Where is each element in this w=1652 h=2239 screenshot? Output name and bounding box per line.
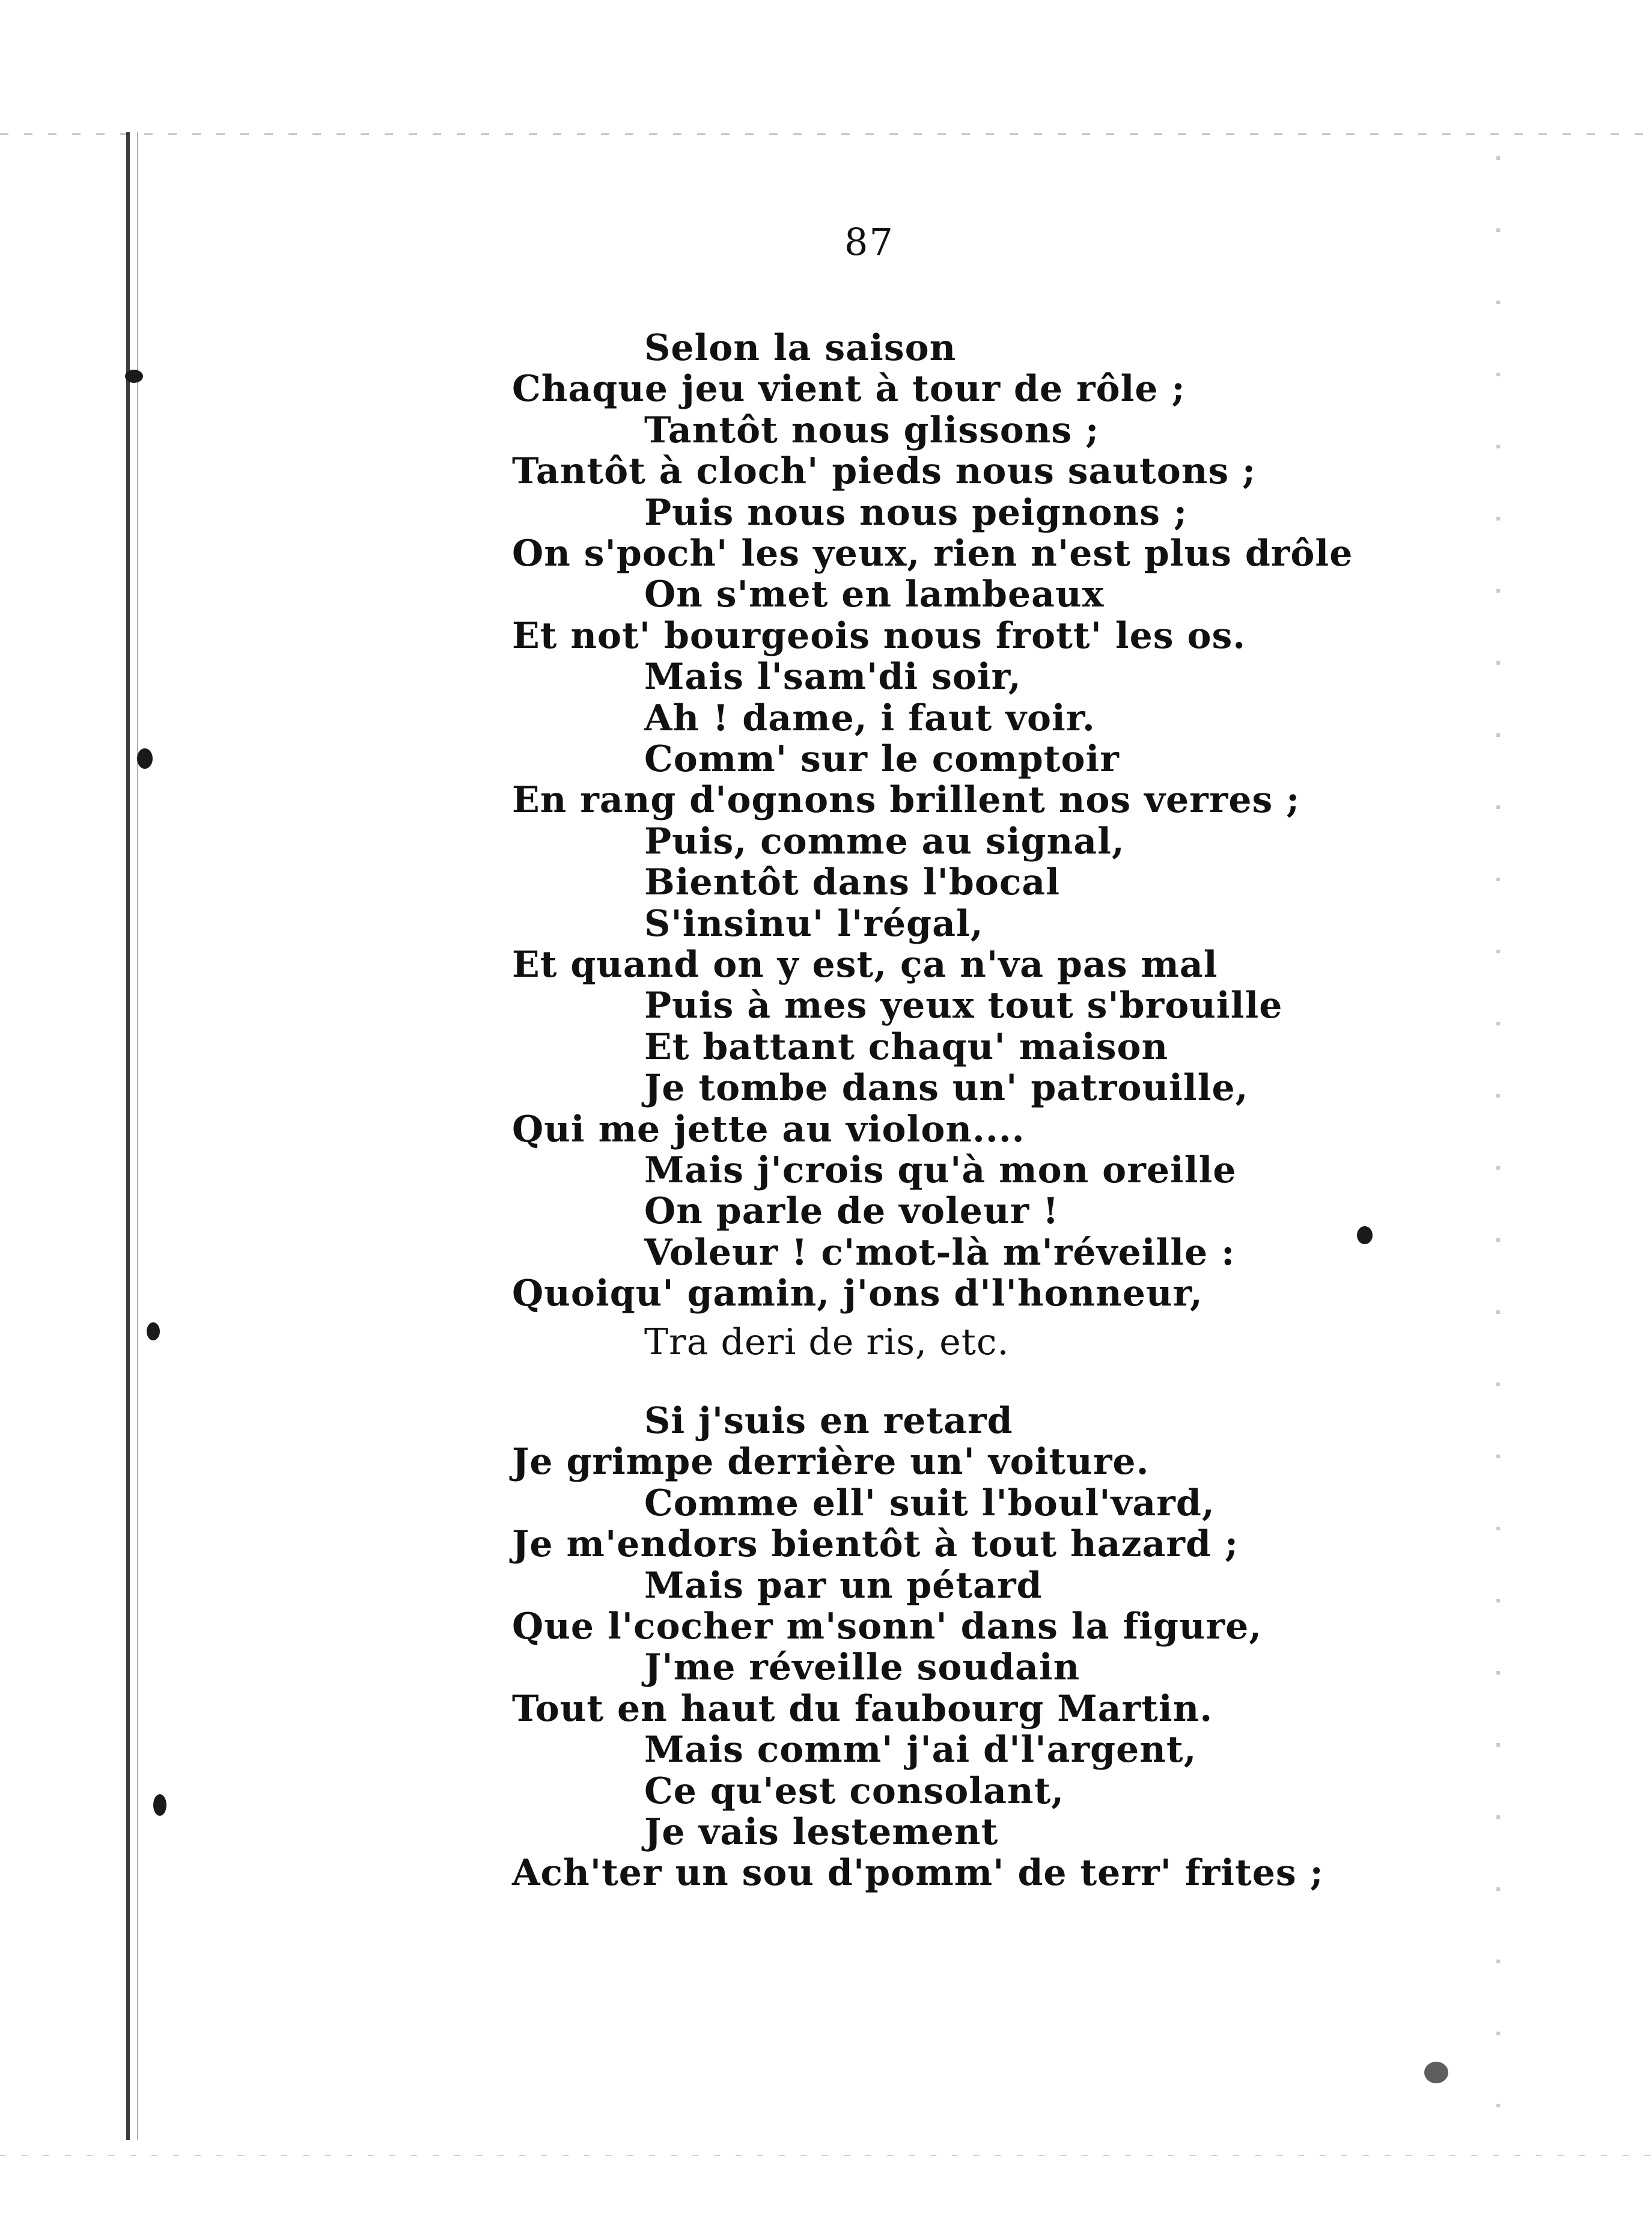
- ink-blot: [125, 370, 143, 383]
- verse-line: Tantôt à cloch' pieds nous sautons ;: [512, 450, 1257, 492]
- ink-blot: [1424, 2062, 1448, 2083]
- page-number: 87: [844, 220, 894, 264]
- verse-line: Comme ell' suit l'boul'vard,: [644, 1482, 1215, 1524]
- scan-specks-right: [1496, 156, 1500, 2140]
- verse-line: Si j'suis en retard: [644, 1400, 1013, 1442]
- verse-line: Et quand on y est, ça n'va pas mal: [512, 944, 1218, 986]
- ink-blot: [153, 1794, 166, 1816]
- verse-line: Quoiqu' gamin, j'ons d'l'honneur,: [512, 1272, 1203, 1315]
- verse-line: Puis nous nous peignons ;: [644, 492, 1188, 534]
- verse-line: Mais comm' j'ai d'l'argent,: [644, 1729, 1197, 1771]
- verse-line: Mais par un pétard: [644, 1565, 1043, 1607]
- verse-line: Je m'endors bientôt à tout hazard ;: [512, 1523, 1239, 1565]
- verse-line: Voleur ! c'mot-là m'réveille :: [644, 1232, 1236, 1274]
- scan-edge-top: [0, 133, 1652, 135]
- verse-line: On parle de voleur !: [644, 1190, 1059, 1232]
- verse-line: Et battant chaqu' maison: [644, 1026, 1169, 1068]
- verse-line: Je vais lestement: [644, 1811, 999, 1853]
- verse-line: Je tombe dans un' patrouille,: [644, 1067, 1249, 1109]
- verse-line: Tout en haut du faubourg Martin.: [512, 1688, 1213, 1730]
- ink-blot: [147, 1322, 160, 1340]
- verse-line: Mais j'crois qu'à mon oreille: [644, 1149, 1237, 1191]
- verse-line: On s'met en lambeaux: [644, 573, 1105, 615]
- ink-blot: [137, 748, 153, 769]
- verse-line: J'me réveille soudain: [644, 1646, 1081, 1688]
- verse-line: On s'poch' les yeux, rien n'est plus drôle: [512, 533, 1353, 575]
- verse-line: S'insinu' l'régal,: [644, 903, 984, 945]
- verse-line: Ah ! dame, i faut voir.: [644, 697, 1096, 739]
- verse-line: Selon la saison: [644, 327, 957, 369]
- verse-line: Chaque jeu vient à tour de rôle ;: [512, 368, 1186, 410]
- verse-line: Que l'cocher m'sonn' dans la figure,: [512, 1605, 1263, 1648]
- verse-line: Tra deri de ris, etc.: [644, 1321, 1010, 1363]
- scan-edge-bottom: [0, 2155, 1652, 2156]
- verse-line: Qui me jette au violon....: [512, 1108, 1025, 1150]
- ink-blot: [1357, 1226, 1373, 1244]
- verse-line: Je grimpe derrière un' voiture.: [512, 1441, 1150, 1483]
- binding-edge: [126, 132, 130, 2140]
- verse-line: Comm' sur le comptoir: [644, 738, 1120, 780]
- binding-edge-shadow: [137, 132, 138, 2140]
- verse-line: Tantôt nous glissons ;: [644, 409, 1100, 451]
- verse-line: Puis, comme au signal,: [644, 820, 1125, 863]
- verse-line: En rang d'ognons brillent nos verres ;: [512, 779, 1300, 821]
- verse-line: Puis à mes yeux tout s'brouille: [644, 985, 1283, 1027]
- verse-line: Ach'ter un sou d'pomm' de terr' frites ;: [512, 1852, 1324, 1894]
- verse-line: Mais l'sam'di soir,: [644, 656, 1022, 698]
- verse-line: Et not' bourgeois nous frott' les os.: [512, 615, 1246, 657]
- verse-line: Ce qu'est consolant,: [644, 1770, 1065, 1812]
- verse-line: Bientôt dans l'bocal: [644, 861, 1061, 903]
